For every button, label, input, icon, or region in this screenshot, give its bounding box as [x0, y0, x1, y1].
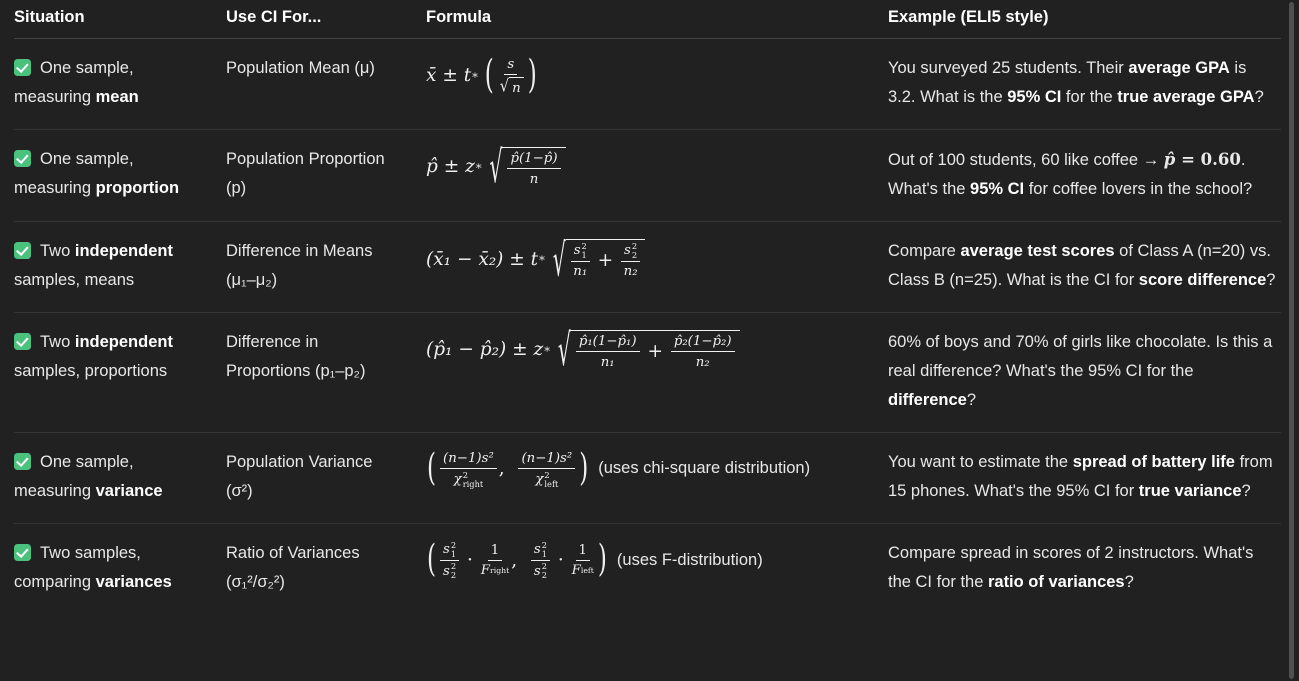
use-ci-cell	[226, 433, 426, 524]
use-ci-text: Difference in Proportions (p₁–p₂)	[226, 333, 366, 380]
vertical-scrollbar-thumb[interactable]	[1289, 2, 1294, 679]
example-cell	[888, 39, 1281, 130]
table-row	[14, 433, 1281, 524]
formula-cell	[426, 524, 888, 615]
green-check-icon	[14, 544, 31, 561]
column-header-formula: Formula	[426, 0, 888, 39]
formula-cell	[426, 433, 888, 524]
table-row	[14, 524, 1281, 615]
green-check-icon	[14, 453, 31, 470]
use-ci-text: Population Proportion (p)	[226, 150, 385, 197]
example-text: Compare spread in scores of 2 instructors. What's the CI for the ratio of variances?	[888, 544, 1254, 591]
formula-cell	[426, 313, 888, 433]
column-header-situation: Situation	[14, 0, 226, 39]
table-row	[14, 130, 1281, 222]
math-formula: x̄ ± t * ( s √ n )	[426, 53, 537, 98]
use-ci-text: Population Variance (σ²)	[226, 453, 373, 500]
math-formula: (x̄₁ − x̄₂) ± t * √ s 2 1 n₁ + s 2 2 n₂	[426, 239, 645, 281]
example-text: 60% of boys and 70% of girls like chocolate. Is this a real difference? What's the 95% CI for the difference?	[888, 333, 1273, 409]
situation-text: One sample, measuring variance	[14, 453, 163, 500]
math-formula: (p̂₁ − p̂₂) ± z * √ $\frac{\text{p̂₁(1−p̂₁)}}{\text{n₁}}$ + $\frac{\text{p̂₂(1−p̂₂)}}{\text{n₂}}$	[426, 330, 740, 371]
table-body	[14, 39, 1281, 615]
table-row	[14, 313, 1281, 433]
math-formula: ( s 2 1 s 2 2 · 1 F right , s 2 1 s 2 2 · 1 F left ) (uses F-distribution)	[427, 538, 763, 581]
example-cell	[888, 433, 1281, 524]
use-ci-text: Population Mean (μ)	[226, 59, 375, 77]
situation-cell	[14, 524, 226, 615]
use-ci-cell	[226, 313, 426, 433]
use-ci-cell	[226, 524, 426, 615]
example-text: Out of 100 students, 60 like coffee → p̂ = 0.60. What's the 95% CI for coffee lovers in the school?	[888, 150, 1253, 198]
situation-cell	[14, 39, 226, 130]
green-check-icon	[14, 59, 31, 76]
table-row	[14, 222, 1281, 313]
situation-cell	[14, 433, 226, 524]
situation-text: Two independent samples, means	[14, 242, 173, 289]
green-check-icon	[14, 333, 31, 350]
math-formula: ( (n−1)s² χ 2 right , (n−1)s² χ 2 left ) (uses chi-square distribution)	[427, 447, 811, 490]
math-formula: p̂ ± z * √ $\frac{p̂(1-p̂)}{n}$	[426, 147, 566, 188]
use-ci-cell	[226, 39, 426, 130]
column-header-example: Example (ELI5 style)	[888, 0, 1281, 39]
use-ci-cell	[226, 222, 426, 313]
example-cell	[888, 222, 1281, 313]
example-cell	[888, 524, 1281, 615]
situation-text: Two samples, comparing variances	[14, 544, 172, 591]
column-header-use-ci-for: Use CI For...	[226, 0, 426, 39]
situation-text: One sample, measuring proportion	[14, 150, 180, 197]
use-ci-cell	[226, 130, 426, 222]
situation-cell	[14, 130, 226, 222]
example-text: You want to estimate the spread of battery life from 15 phones. What's the 95% CI for true variance?	[888, 453, 1273, 500]
formula-cell	[426, 39, 888, 130]
situation-text: Two independent samples, proportions	[14, 333, 173, 380]
ci-formula-table	[14, 0, 1281, 614]
formula-cell	[426, 130, 888, 222]
situation-text: One sample, measuring mean	[14, 59, 139, 106]
green-check-icon	[14, 150, 31, 167]
example-text: Compare average test scores of Class A (n=20) vs. Class B (n=25). What is the CI for score difference?	[888, 242, 1276, 289]
example-cell	[888, 130, 1281, 222]
example-cell	[888, 313, 1281, 433]
table-row	[14, 39, 1281, 130]
example-text: You surveyed 25 students. Their average GPA is 3.2. What is the 95% CI for the true average GPA?	[888, 59, 1264, 106]
situation-cell	[14, 222, 226, 313]
formula-cell	[426, 222, 888, 313]
table-header-row	[14, 0, 1281, 39]
use-ci-text: Ratio of Variances (σ₁²/σ₂²)	[226, 544, 360, 591]
ci-formula-table-wrap	[14, 0, 1281, 614]
situation-cell	[14, 313, 226, 433]
use-ci-text: Difference in Means (μ₁–μ₂)	[226, 242, 373, 289]
green-check-icon	[14, 242, 31, 259]
